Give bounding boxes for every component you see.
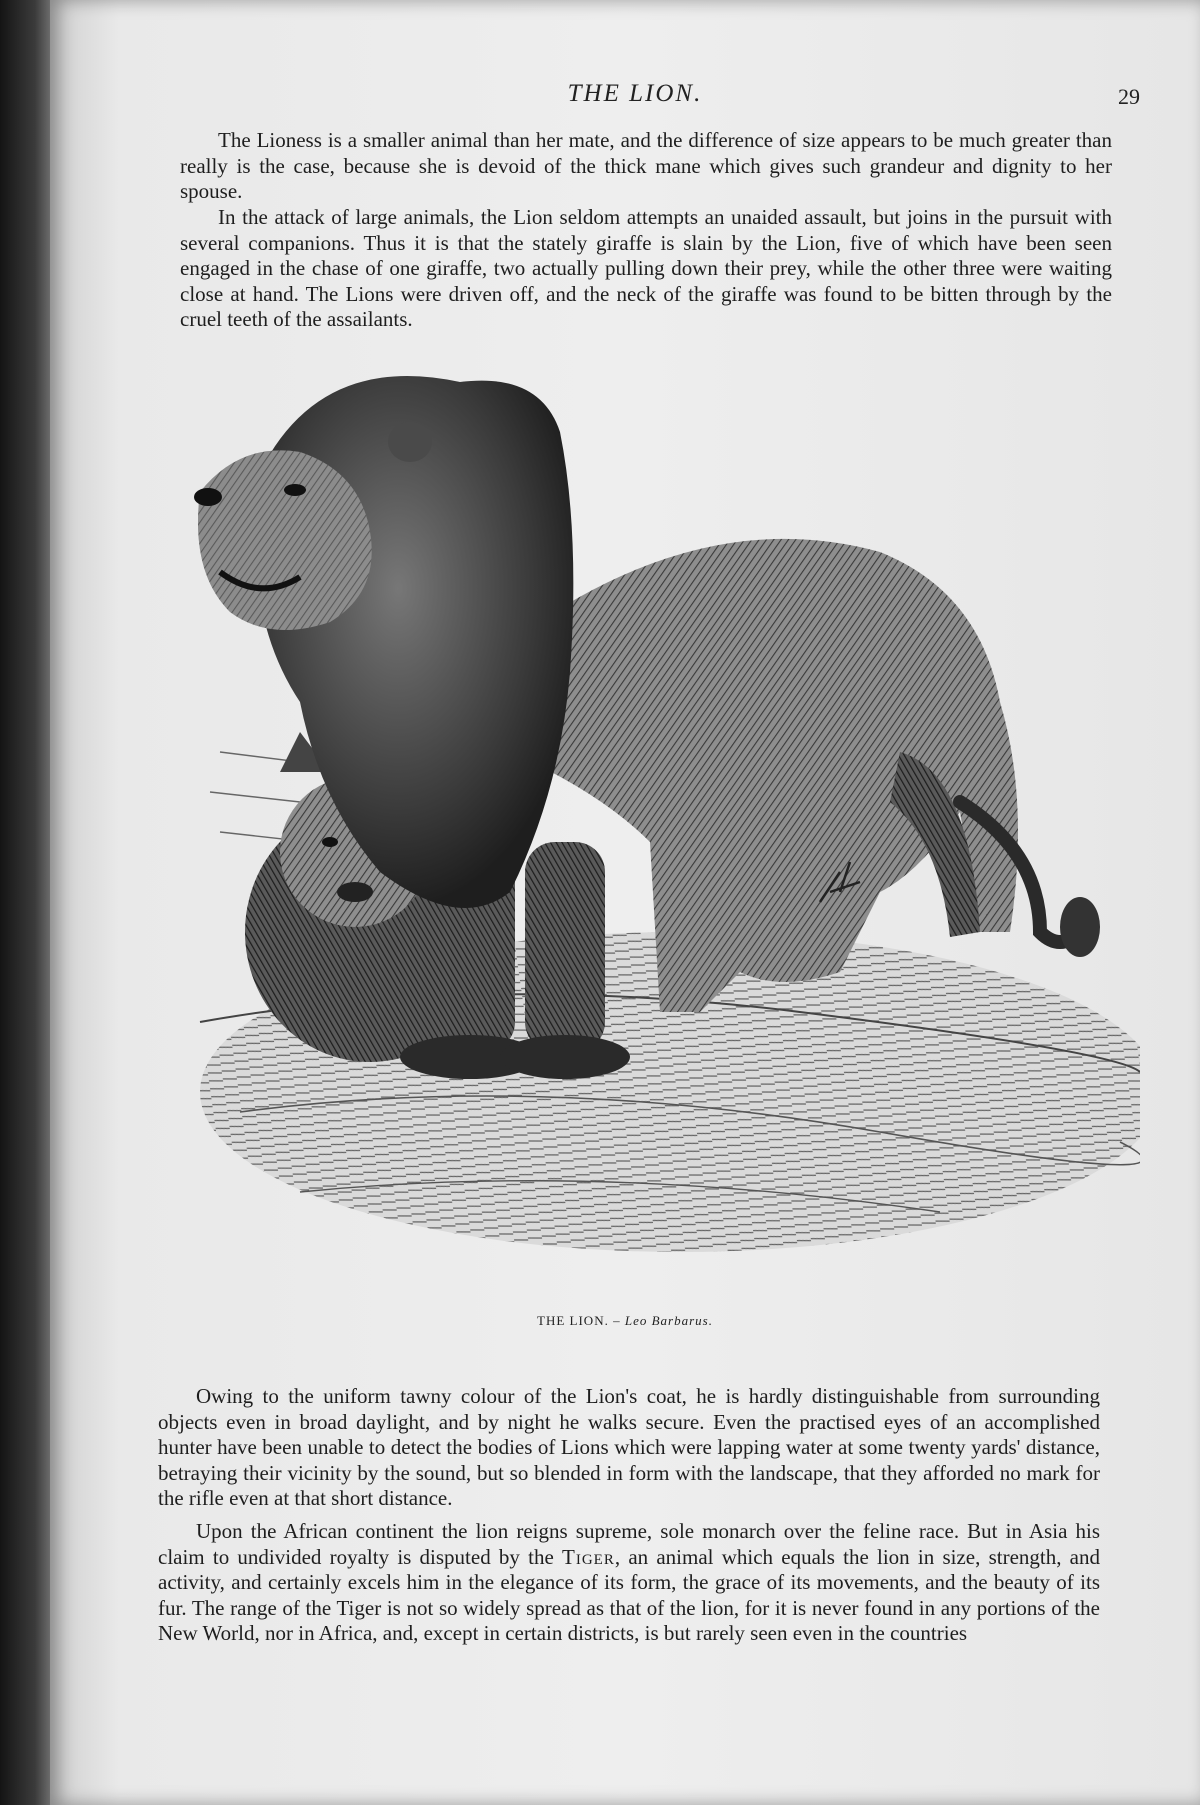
paragraph-tiger [158, 1519, 1100, 1647]
paragraph-attack: In the attack of large animals, the Lion seldom attempts an unaided assault, but joins in the pursuit with several companions. Thus it is that the stately giraffe is slain by the Lion, five of which have been seen engaged in the chase of one giraffe, two actually pulling down their prey, while the other three were waiting close at hand. The Lions were driven off, and the neck of the giraffe was found to be bitten through by the cruel teeth of the assailants. [180, 205, 1112, 331]
lion-engraving-illustration [180, 372, 1140, 1292]
running-title: THE LION. [567, 80, 703, 107]
page-number: 29 [1118, 84, 1140, 109]
caption-title: THE LION. [537, 1313, 609, 1328]
book-page [50, 0, 1200, 1805]
p4-tiger-smallcaps: Tiger [562, 1544, 615, 1569]
paragraph-lioness: The Lioness is a smaller animal than her mate, and the difference of size appears to be much greater than really is the case, because she is devoid of the thick mane which gives such grandeur and dignity to her spouse. [180, 128, 1112, 203]
caption-separator: – [608, 1313, 625, 1328]
illustration-caption [50, 1313, 1200, 1329]
p4-text-before: Upon the African continent the lion reigns supreme, sole monarch over the feline race. But in Asia his claim to undivided royalty is disputed by the [158, 1519, 1100, 1569]
p4-text-after: , an animal which equals the lion in size, strength, and activity, and certainly excels him in the elegance of its form, the grace of its movements, and the beauty of its fur. The range of the Tiger is not so widely spread as that of the lion, for it is never found in any portions of the New World, nor in Africa, and, except in certain districts, is but rarely seen even in the countries [158, 1544, 1101, 1645]
page-header [130, 80, 1140, 120]
paragraph-camouflage: Owing to the uniform tawny colour of the Lion's coat, he is hardly distinguishable from surrounding objects even in broad daylight, and by night he walks secure. Even the practised eyes of an accomplished hunter have been unable to detect the bodies of Lions which were lapping water at some twenty yards' distance, betraying their vicinity by the sound, but so blended in form with the landscape, that they afforded no mark for the rifle even at that short distance. [158, 1384, 1100, 1510]
caption-latin-name: Leo Barbarus. [624, 1313, 713, 1328]
book-binding-edge [0, 0, 50, 1805]
